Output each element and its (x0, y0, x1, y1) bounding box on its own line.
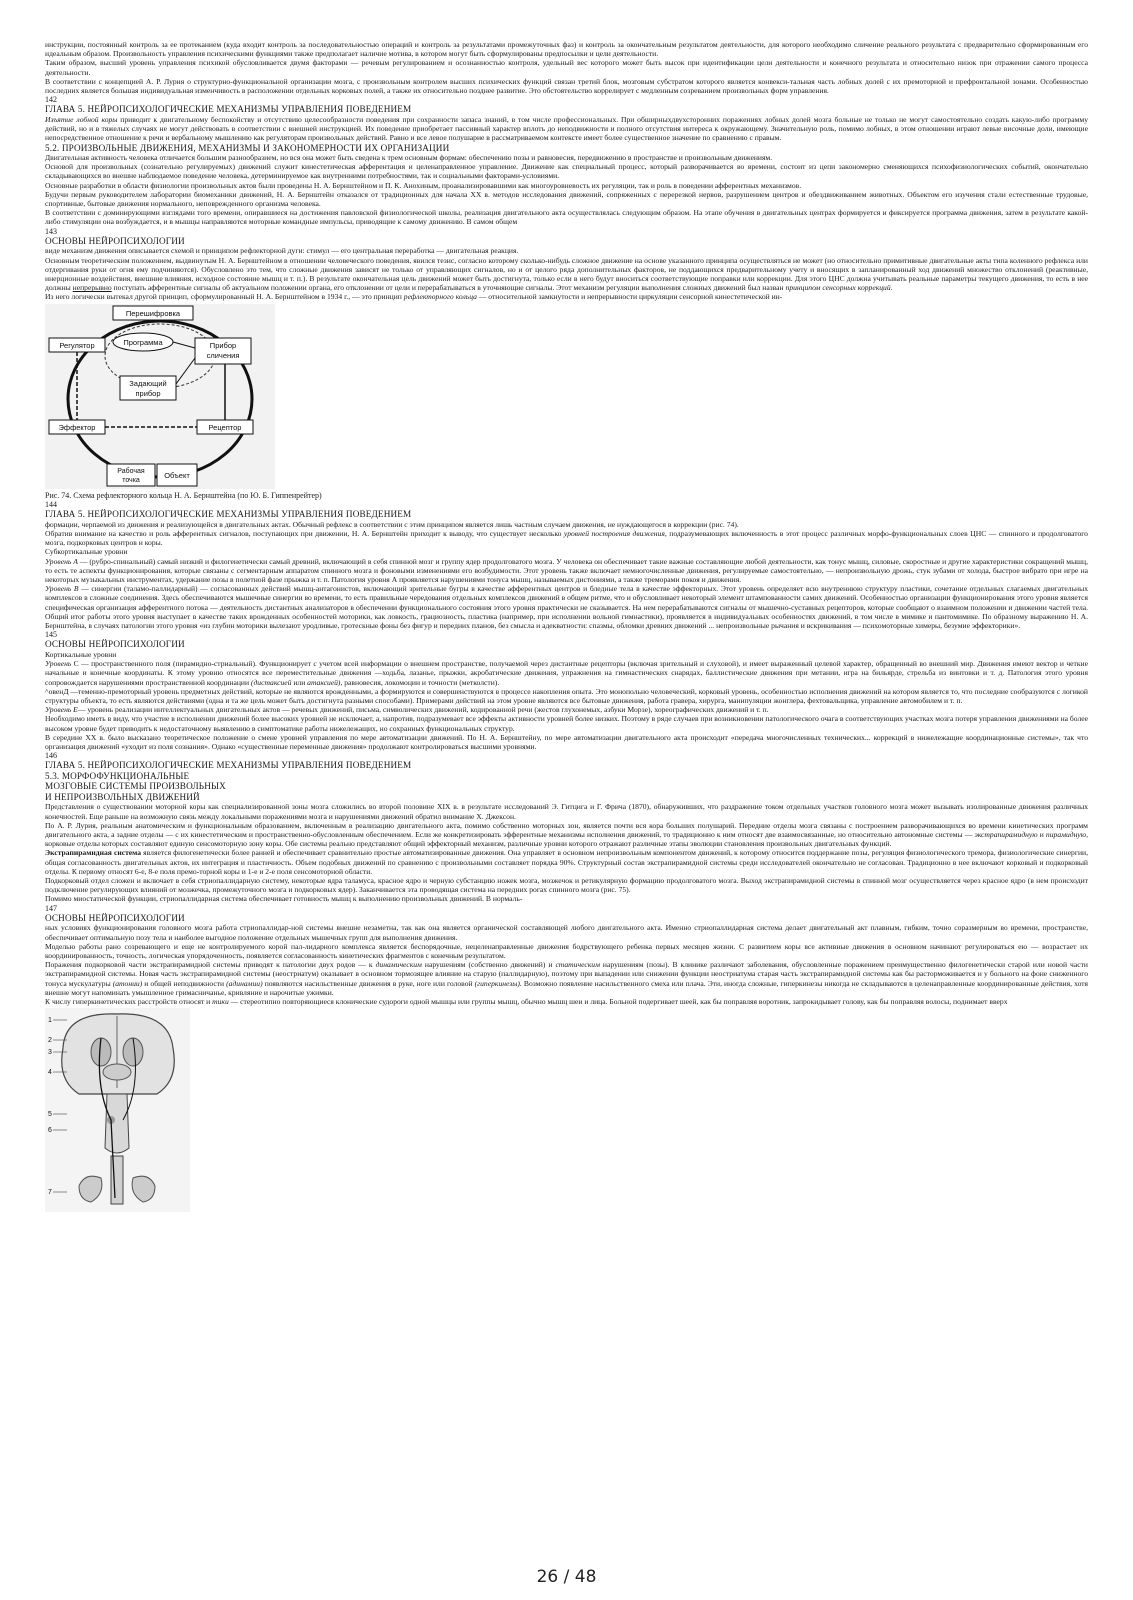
page-number: 144 (45, 500, 57, 510)
paragraph: Уровень В — синергии (таламо-паллидарный) — согласованных действий мышц-антагонистов, включающий зрительные бугры в качестве афферентных центров и бледные тела в качестве эффекторных. Этот уровень определяет всю внутреннюю структуру пластики, сочетание отдельных слагаемых двигательных комплексов в сложные соединения. Здесь обеспечиваются мышечные синергии во времени, то есть правильные чередования отдельных комплексов движений в общем ритме, что и обусловливает некоторый элемент штампованности самих движений. Особенностью организации функционирования этого уровня является специфическая организация афферентного потока — деятельность дистантных анализаторов в обеспечении функционального состояния этого уровня практически не сказывается. На нем перерабатываются сигналы от мышечно-суставных рецепторов, которые сообщают о взаимном положении и движении частей тела. Общий итог работы этого уровня выступает в качестве таких врожденных особенностей моторики, как ловкость, грациозность, пластика (например, при исполнении вольной гимнастики), проявляется в индивидуальных особенностях движений, в том числе в мимике и пантомимике. По образному выражению Н. А. Бернштейна, в случаях патологии этого уровня «из глубин моторики вылезают уродливые, гротескные фоны без фигур и передних планов, без смысла и адекватности: спазмы, обломки древних движений ... непроизвольные рычания и вскрикивания — психомоторные химеры, безумие эффекторики». (45, 584, 1089, 631)
label-number: 1 (48, 1017, 52, 1025)
section-heading: ГЛАВА 5. НЕЙРОПСИХОЛОГИЧЕСКИЕ МЕХАНИЗМЫ УПРАВЛЕНИЯ ПОВЕДЕНИЕМ (45, 760, 412, 771)
paragraph: Основным теоретическим положением, выдвинутым Н. А. Бернштейном в отношении человеческого поведения, явился тезис, согласно которому сколько-нибудь сложное движение на основе указанного принципа осуществляться не может (но относительно примитивные двигательные акты типа коленного рефлекса или отдергивания руки от огня ему подчиняются). Обусловлено это тем, что сложные движения зависят не только от управляющих сигналов, но и от целого ряда дополнительных факторов, не поддающихся предварительному учету и вносящих в запланированный ход движений множество отклонений (реактивные, инерционные воздействия, внешние влияния, исходное состояние мышц и т. п.). В результате окончательная цель движений может быть достигнута, только если в него будут вноситься соответствующие поправки или коррекции. Для этого ЦНС должна учитывать реальные параметры текущего движения, то есть в нее должны непрерывно поступать афферентные сигналы об актуальном положении органа, его отклонении от цели и перерабатываться в уточняющие сигналы. Этот механизм регуляции выполнения сложных движений был назван принципом сенсорных коррекций. (45, 255, 1088, 293)
section-heading: МОЗГОВЫЕ СИСТЕМЫ ПРОИЗВОЛЬНЫХ (45, 781, 226, 792)
label-setting-1: Задающий (129, 378, 167, 388)
paragraph: Будучи первым руководителем лаборатории биомеханики движений, Н. А. Бернштейн отказался от традиционных для начала XX в. методов исследования движений, сопряженных с перерезкой нервов, разрушением центров и обездвиживанием животных. Объектом его изучения стали естественные трудовые, спортивные, бытовые движения нормального, неповрежденного организма человека. (45, 189, 1088, 209)
paragraph: виде механизм движения описывается схемой и принципом рефлекторной дуги: стимул — его центральная переработка — двигательная реакция. (45, 246, 519, 256)
paragraph: В соответствии с доминирующими взглядами того времени, опиравшиеся на достижения павловской физиологической школы, реализация двигательного акта осуществлялась следующим образом. На этапе обучения в двигательных центрах формируется и фиксируется программа движения, затем в результате какой-либо стимуляции она возбуждается, и в мышцы направляются моторные командные импульсы, приводящие к самому движению. В самом общем (45, 208, 1088, 227)
current-page: 26 (536, 1567, 559, 1587)
label-comparator-1: Прибор (209, 340, 237, 350)
label-object: Объект (164, 470, 190, 480)
paragraph: Экстрапирамидная система является филогенетически более ранней и обеспечивает сравнительно простые автоматизированные движения. Она управляет в основном непроизвольным компонентом движений, к которому относится поддержание позы, регуляция физиологического тремора, физиологические синергии, общая согласованность двигательных актов, их интеграция и пластичность. Объем подобных движений по сравнению с произвольными составляет порядка 90%. Структурный состав экстрапирамидной системы среди исследователей окончательно не согласован. Традиционно в нее включают корковый и подкорковый отделы. К первому относят 6-е, 8-е поля премо-торной коры и 1-е и 2-е поля сенсомоторной области. (45, 848, 1088, 876)
section-heading: ОСНОВЫ НЕЙРОПСИХОЛОГИИ (45, 235, 185, 246)
paragraph: Основой для произвольных (сознательно регулируемых) движений служит кинестетическая афферентация и целенаправленное управление. Движение как специальный процесс, который разворачивается во времени, состоит из цепи закономерно сменяющихся психофизиологических событий, окончательно складывающихся во внешне наблюдаемое поведение человека, детерминируемое как внутренними потребностями, так и социальными факторами-условиями. (45, 162, 1088, 181)
page-number: 143 (45, 226, 57, 236)
paragraph: Из него логически вытекал другой принцип, сформулированный Н. А. Бернштейном в 1934 г., — это принцип рефлекторного кольца — относительной замкнутости и непрерывности циркуляции сенсорной кинестетической ин- (45, 292, 783, 302)
paragraph: Подкорковый отдел сложен и включает в себя стриопаллидарную систему, некоторые ядра таламуса, красное ядро и черную субстанцию ножек мозга, мозжечок и ретикулярную формацию продолговатого мозга. Выход экстрапирамидной системы в спинной мозг осуществляется через красное ядро (в нем происходит подключение регулирующих влияний от мозжечка, промежуточного мозга и подкорковых ядер). Заканчивается эта проводящая система на передних рогах спинного мозга (рис. 75). (45, 875, 1088, 895)
brainstem (105, 1094, 129, 1153)
page-number: 142 (45, 95, 57, 105)
figure-caption: Рис. 74. Схема рефлекторного кольца Н. А. Бернштейна (по Ю. Б. Гиппенрейтер) (45, 490, 322, 500)
label-number: 5 (48, 1111, 52, 1119)
paragraph: Основные разработки в области физиологии произвольных актов были проведены Н. А. Бернштейном и П. К. Анохиным, проанализировавшими как многоуровневость их регуляции, так и роль в поведении афферентных механизмов. (45, 180, 802, 190)
label-number: 6 (48, 1127, 52, 1135)
section-heading: И НЕПРОИЗВОЛЬНЫХ ДВИЖЕНИЙ (45, 791, 200, 802)
basal-ganglia-right (123, 1038, 143, 1066)
section-heading: 5.2. ПРОИЗВОЛЬНЫЕ ДВИЖЕНИЯ, МЕХАНИЗМЫ И ЗАКОНОМЕРНОСТИ ИХ ОРГАНИЗАЦИИ (45, 142, 450, 153)
label-comparator-2: сличения (206, 350, 240, 360)
paragraph: К числу гиперкинетических расстройств относят и тики — стереотипно повторяющиеся клонические судороги одной мышцы или группы мышц, обычно мышц шеи и лица. Больной подергивает шеей, как бы поправляя воротник, запрокидывает голову, как бы поправляя волосы, поднимает вверх (45, 996, 1008, 1006)
page-number: 146 (45, 751, 57, 761)
page-separator: / (563, 1567, 570, 1587)
section-heading: ОСНОВЫ НЕЙРОПСИХОЛОГИИ (45, 912, 185, 923)
document-page (45, 40, 1088, 1214)
paragraph: Представления о существовании моторной коры как специализированной зоны мозга сложились во второй половине XIX в. в результате исследований Э. Гитцига и Г. Фрича (1870), обнаруживших, что раздражение током отдельных участков головного мозга может вызывать изолированные движения различных конечностей. Еще раньше на возможную связь между локальными поражениями мозга и нарушениями движений обратил внимание X. Джексон. (45, 802, 1088, 821)
section-heading: ОСНОВЫ НЕЙРОПСИХОЛОГИИ (45, 639, 185, 650)
label-number: 7 (48, 1189, 52, 1197)
paragraph: Уровень А — (рубро-спинальный) самый низкий и филогенетически самый древний, включающий в себя спинной мозг и группу ядер продолговатого мозга. У человека он обеспечивает такие важные составляющие любой деятельности, как тонус мышц, силовые, скоростные и другие характеристики сокращений мышц, то есть те аспекты функционирования, которые связаны с сегментарным аппаратом спинного мозга и фоновыми изменениями его возбудимости. Этот уровень также включает немногочисленные движения, регулируемые самостоятельно, — непроизвольную дрожь, стук зубами от холода, быстрое вибрато при игре на некоторых музыкальных инструментах, удержание позы в полетной фазе прыжка и т. п. Патология уровня А проявляется нарушениями тонуса мышц, называемых дистониями, а также треморами покоя и движения. (45, 556, 1088, 584)
paragraph: Кортикальные уровни (45, 649, 117, 659)
paragraph: формации, черпаемой из движения и реализующейся в двигательных актах. Обычный рефлекс в соответствии с этим принципом является лишь частным случаем движения, не нуждающегося в коррекции (рис. 74). (45, 519, 739, 529)
page-number: 145 (45, 630, 57, 640)
label-number: 2 (48, 1037, 52, 1045)
paragraph: Двигательная активность человека отличается большим разнообразием, но вся она может быть сведена к трем основным формам: обеспечению позы и равновесия, передвижению в пространстве и произвольным движениям. (45, 153, 773, 163)
paragraph: Помимо миостатической функции, стриопаллидарная система обеспечивает готовность мышц к выполнению произвольных движений. В нормаль- (45, 894, 523, 904)
label-number: 4 (48, 1069, 52, 1077)
paragraph: ^овенД —теменно-премоторный уровень предметных действий, которые не являются врожденными, а формируются и совершенствуются в процессе накопления опыта. Это монопольно человеческий, корковый уровень, особенностью исполнения движений на котором является то, что последние сообразуются с логикой структуры объекта, то есть являются действиями (одна и та же цель может быть достигнута разными способами). Примерами действий на этом уровне являются все бытовые движения, работа гравера, хирурга, манипуляции жонглера, фехтовальщика, управление автомобилем и т. п. (45, 686, 1088, 705)
label-number: 3 (48, 1049, 52, 1057)
paragraph: Необходимо иметь в виду, что участие в исполнении движений более высоких уровней не исключает, а, напротив, подразумевает все эффекты активности уровней более низких. Поэтому в ряде случаев при возникновении патологического очага в соответствующих участках мозга потеря управления движениями на более высоком уровне будет приводить к недостаточному выявлению в симптоматике работы нижележащих, но сохранных функциональных структур. (45, 714, 1088, 733)
paragraph: Моделью работы рано созревающего и еще не контролируемого корой пал-лидарного комплекса является беспорядочные, нецеленаправленные движения бодрствующего ребенка первых месяцев жизни. С развитием коры все активные движения в основном начинают регулироваться ею — возрастает их координированность, точность, логическая упорядоченность, появляется согласованность кинетических фрагментов с конечным результатом. (45, 941, 1088, 960)
paragraph: Уровень Е— уровень реализации интеллектуальных двигательных актов — речевых движений, письма, символических движений, кодированной речи (жестов глухонемых, азбуки Морзе), хореографических движений и т. п. (45, 705, 769, 715)
figure-74-reflex-ring (45, 304, 275, 489)
paragraph: Изъятие лобной коры приводит к двигательному беспокойству и отсутствию целесообразности поведения при сохранности запаса знаний, в том числе профессиональных. При обширныхдвухсторонних поражениях лобных долей мозга больные не только не могут самостоятельно создать какую-либо программу действий, но и в тяжелых случаях не могут действовать в соответствии с внешней инструкцией. Их поведение приобретает пассивный характер вплоть до неподвижности и полного отсутствия интереса к окружающему. Значительную роль, помимо лобных, в этом отношении играют левые височные доли, имеющие непосредственное отношение к речи и вербальному мышлению как регуляторам произвольных действий. Равно и все левое полушарие в рассматриваемом контексте имеет более существенное значение по сравнению с правым. (45, 114, 1089, 143)
label-switch: Перешифровка (125, 308, 181, 318)
paragraph: Субкортикальные уровни (45, 547, 128, 557)
paragraph: Таким образом, высший уровень управления психикой обусловливается двумя факторами — речевым регулированием и осознанностью контроля, удельный вес которого может быть высок при идентификации цели деятельности и конечного результата и относительно низок при отражении самого процесса деятельности. (45, 58, 1088, 77)
paragraph: В середине XX в. было высказано теоретическое положение о смене уровней управления по мере автоматизации движений. По Н. А. Бернштейну, по мере автоматизации двигательного акта происходит «передача многочисленных технических... коррекций в нижележащие координационные системы», так что организация движений «уходит из поля сознания». Однако «существенные переменные движения» продолжают контролироваться высшими уровнями. (45, 732, 1088, 751)
paragraph: ных условиях функционирования головного мозга работа стриопаллидар-ной системы внешне незаметна, так как она является органической составляющей любого двигательного акта. Именно стриопаллидарная система делает двигательный акт плавным, гибким, точно соразмерным во времени, пространстве, обеспечивает оптимальную позу тела и наиболее выгодное положение отдельных мышечных групп для выполнения движения. (45, 923, 1088, 942)
paragraph: Поражения подкорковой части экстрапирамидной системы приводят к патологии двух родов — к динамическим нарушениям (собственно движений) и статическим нарушениям (позы). В клинике различают заболевания, обусловленные поражением преимущественно филогенетически старой или новой части экстрапирамидной системы. Новая часть экстрапирамидной системы (неостриатум) оказывает в основном тормозящее влияние на старую (паллидарную), поэтому при выпадении или снижении функции неостриатума старая часть экстрапирамидной системы как бы расторможивается и у больного на фоне сниженного тонуса мускулатуры (атонии) и общей неподвижности (адинамии) появляются насильственные движения в руке, ноге или головой (гиперкинезы). Возможно появление насильственного смеха или плача. Эти, иногда сложные, гиперкинезы никогда не складываются в целенаправленные координированные действия, хотя внешне могут напоминать умышленное гримасничанье, кривляние и нарочитые ужимки. (45, 960, 1088, 997)
paragraph: Обратив внимание на качество и роль афферентных сигналов, поступающих при движении, Н. А. Бернштейн приходит к выводу, что существует несколько уровней построения движения, подразумевающих включенность в этот процесс различных морфо-функциональных слоев ЦНС — спинного и продолговатого мозга, подкорковых центров и коры. (45, 528, 1088, 548)
total-pages: 48 (574, 1567, 597, 1587)
paragraph: инструкции, постоянный контроль за ее протеканием (куда входит контроль за последовательностью операций и контроль за результатами промежуточных фаз) и контроль за окончательным результатом деятельности, для которого необходимо сличение реального результата с предварительно сформированным его идеальным образом. Произвольность управления психическими функциями также предполагает наличие мотива, в котором могут быть сформулированы предпосылки и цели деятельности. (45, 40, 1088, 59)
label-receptor: Рецептор (208, 422, 242, 432)
thalamus (103, 1064, 131, 1080)
label-effector: Эффектор (58, 422, 96, 432)
label-workpoint-2: точка (122, 476, 140, 484)
label-regulator: Регулятор (59, 340, 95, 350)
figure-75-extrapyramidal-system (45, 1008, 190, 1212)
section-heading: ГЛАВА 5. НЕЙРОПСИХОЛОГИЧЕСКИЕ МЕХАНИЗМЫ УПРАВЛЕНИЯ ПОВЕДЕНИЕМ (45, 104, 412, 115)
brain-outline (62, 1014, 175, 1094)
paragraph: По А. Р. Лурия, реальным анатомическим и функциональным образованием, включенным в реализацию двигательного акта, помимо собственно моторных зон, является почти вся кора больших полушарий. Передние отделы мозга связаны с построением разворачивающихся во времени кинетических программ двигательного акта, а задние отделы — с их кинестетическим и пространственно-обусловленным обеспечением. Если же конкретизировать эфферентные механизмы исполнения движений, то традиционно к ним относят две взаимосвязанные, но относительно автономные системы — экстрапирамидную и пирамидную, корковые отделы которых составляют единую сенсомоторную зону коры. Обе системы реально представляют общий эффекторный механизм, различные уровни которого отражают различные этапы эволюции становления произвольных двигательных функций. (45, 820, 1088, 849)
section-heading: ГЛАВА 5. НЕЙРОПСИХОЛОГИЧЕСКИЕ МЕХАНИЗМЫ УПРАВЛЕНИЯ ПОВЕДЕНИЕМ (45, 509, 412, 520)
page-number: 147 (45, 903, 57, 913)
label-workpoint-1: Рабочая (117, 467, 145, 475)
label-setting-2: прибор (135, 388, 161, 398)
label-program: Программа (123, 337, 163, 347)
page-indicator (0, 1567, 1133, 1587)
section-heading: 5.3. МОРФОФУНКЦИОНАЛЬНЫЕ (45, 770, 190, 781)
paragraph: В соответствии с концепцией А. Р. Лурия о структурно-функциональной организации мозга, с произвольным контролем высших психических функций связан третий блок, мозговым субстратом которого является конвекси-тальная часть лобных долей с их премоторной и префронтальной зонами. Особенностью последних является большая индивидуальная изменчивость в расположении отдельных корковых полей, а также их относительно позднее развитие. Это обстоятельство коррелирует с медленным созреванием произвольных форм управления. (45, 76, 1088, 96)
paragraph: Уровень С — пространственного поля (пирамидно-стриальный). Функционирует с учетом всей информации о внешнем пространстве, получаемой через дистантные рецепторы (включая зрительный и слуховой), и имеет выраженный целевой характер, обращенный во внешний мир. Движения имеют вектор и четкие начальные и конечные координаты. К этому уровню относятся все переместительные движения —ходьба, лазанье, прыжки, акробатические движения, упражнения на гимнастических снарядах, баллистические движения при метании, игра на бильярде, стрельба из винтовки и т. д. Патология этого уровня сопровождается нарушениями пространственной координации (дистаксией или атаксией), равновесия, локомоции и точности (метколсти). (45, 659, 1088, 687)
